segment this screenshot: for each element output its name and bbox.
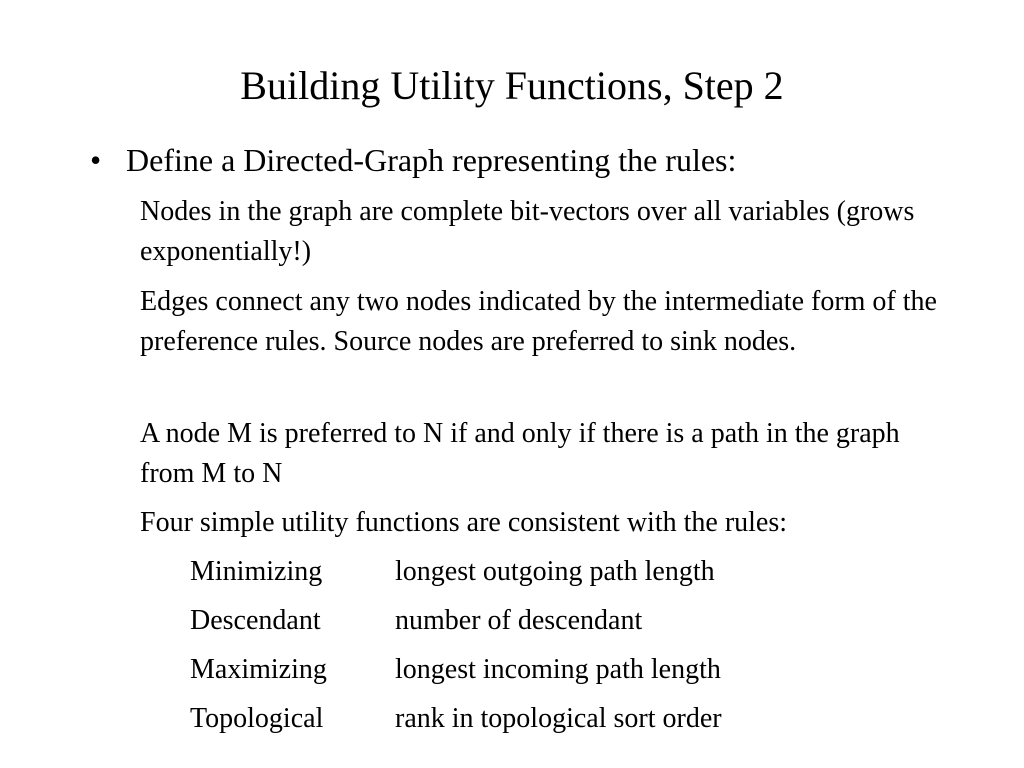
function-name: Topological <box>190 703 324 734</box>
function-name: Maximizing <box>190 654 327 685</box>
function-name: Descendant <box>190 605 321 636</box>
bullet-text: Define a Directed-Graph representing the rules: <box>126 142 737 178</box>
function-row <box>190 699 722 739</box>
paragraph-nodes: Nodes in the graph are complete bit-vectors over all variables (grows exponentially!) <box>140 196 915 267</box>
function-description: longest outgoing path length <box>395 556 715 587</box>
bullet-marker: • <box>90 142 102 178</box>
function-row <box>190 650 721 690</box>
function-name: Minimizing <box>190 556 323 587</box>
function-description: number of descendant <box>395 605 643 636</box>
function-row <box>190 601 642 641</box>
bullet-item <box>90 140 736 180</box>
paragraph-preference: A node M is preferred to N if and only if there is a path in the graph from M to N <box>140 418 900 489</box>
paragraph-edges: Edges connect any two nodes indicated by the intermediate form of the preference rules. Source nodes are preferred to sink nodes. <box>140 286 937 357</box>
function-description: rank in topological sort order <box>395 703 722 734</box>
slide-title: Building Utility Functions, Step 2 <box>240 63 784 108</box>
paragraph-functions-intro: Four simple utility functions are consistent with the rules: <box>140 507 788 538</box>
function-row <box>190 552 715 592</box>
function-description: longest incoming path length <box>395 654 721 685</box>
